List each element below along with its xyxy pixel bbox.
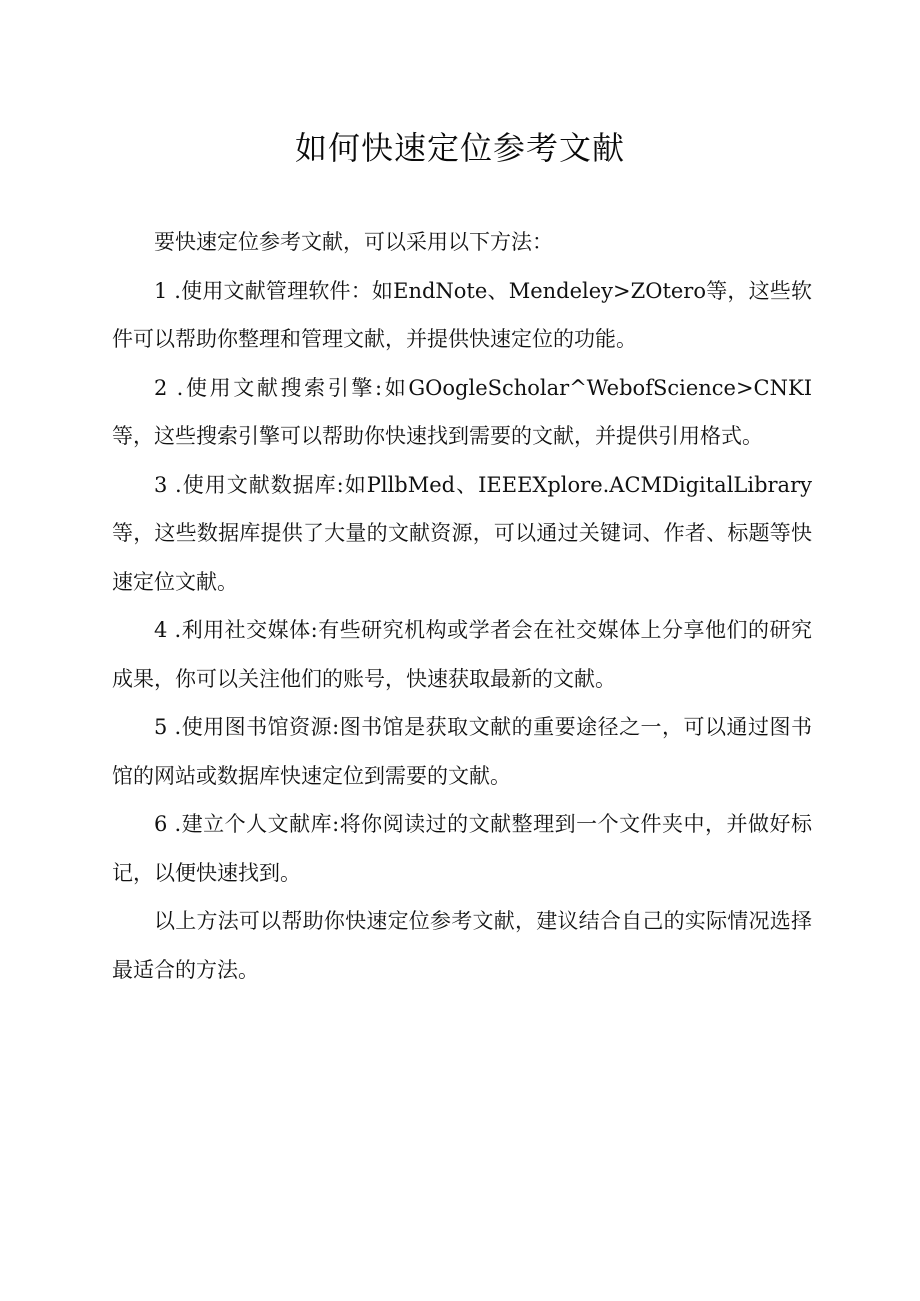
method-2-paragraph: 2 .使用文献搜索引擎:如GOogleScholar^WebofScience>CNKI等，这些搜索引擎可以帮助你快速找到需要的文献，并提供引用格式。 (112, 375, 812, 448)
method-6-paragraph: 6 .建立个人文献库:将你阅读过的文献整理到一个文件夹中，并做好标记，以便快速找到。 (112, 812, 812, 885)
method-4-paragraph: 4 .利用社交媒体:有些研究机构或学者会在社交媒体上分享他们的研究成果，你可以关注他们的账号，快速获取最新的文献。 (112, 618, 812, 691)
conclusion-paragraph: 以上方法可以帮助你快速定位参考文献，建议结合自己的实际情况选择最适合的方法。 (112, 909, 812, 982)
method-5-paragraph: 5 .使用图书馆资源:图书馆是获取文献的重要途径之一，可以通过图书馆的网站或数据库快速定位到需要的文献。 (112, 715, 812, 788)
method-3-paragraph: 3 .使用文献数据库:如PllbMed、IEEEXplore.ACMDigitalLibrary等，这些数据库提供了大量的文献资源，可以通过关键词、作者、标题等快速定位文献。 (112, 472, 812, 594)
document-body (112, 218, 812, 994)
document-title: 如何快速定位参考文献 (294, 129, 625, 167)
method-1-paragraph: 1 .使用文献管理软件：如EndNote、Mendeley>ZOtero等，这些软件可以帮助你整理和管理文献，并提供快速定位的功能。 (112, 278, 812, 351)
intro-paragraph: 要快速定位参考文献，可以采用以下方法： (154, 230, 553, 254)
